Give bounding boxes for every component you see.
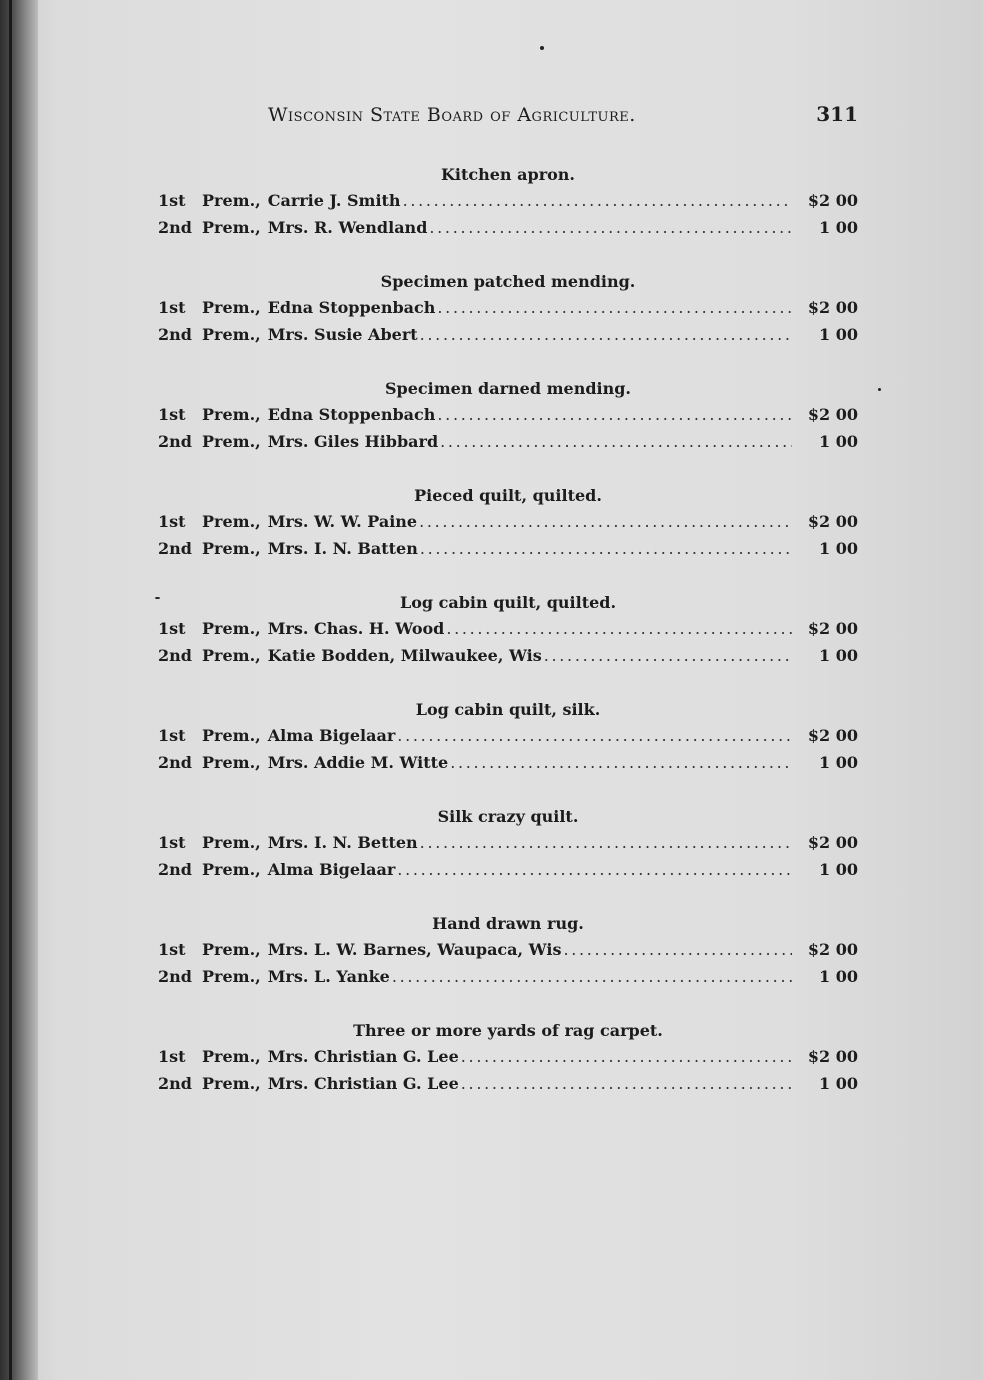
section-title: Specimen patched mending. <box>380 272 636 291</box>
dot-leader <box>446 619 792 638</box>
dot-leader <box>450 753 792 772</box>
place-label: 1st <box>158 405 186 424</box>
winner-name: Mrs. Addie M. Witte <box>267 753 449 772</box>
section-title: Silk crazy quilt. <box>437 807 579 826</box>
premium-list <box>158 163 868 1126</box>
place-label: 1st <box>158 833 186 852</box>
premium-entry <box>158 1047 858 1071</box>
winner-name: Mrs. I. N. Batten <box>267 539 418 558</box>
prize-amount: $2 00 <box>807 1047 858 1066</box>
dust-speck <box>878 388 881 391</box>
premium-entry <box>158 967 858 991</box>
winner-name: Alma Bigelaar <box>267 726 396 745</box>
prem-label: Prem., <box>202 646 261 665</box>
premium-entry <box>158 860 858 884</box>
prem-label: Prem., <box>202 325 261 344</box>
prize-amount: 1 00 <box>819 218 858 237</box>
prem-label: Prem., <box>202 539 261 558</box>
dot-leader <box>392 967 792 986</box>
section-title: Hand drawn rug. <box>432 914 584 933</box>
winner-name: Mrs. Christian G. Lee <box>267 1074 459 1093</box>
dot-leader <box>461 1074 792 1093</box>
premium-entry <box>158 753 858 777</box>
premium-entry <box>158 619 858 643</box>
premium-entry <box>158 218 858 242</box>
place-label: 1st <box>158 619 186 638</box>
dust-speck <box>540 46 544 50</box>
prem-label: Prem., <box>202 726 261 745</box>
section-title: Pieced quilt, quilted. <box>414 486 602 505</box>
binding-edge <box>9 0 12 1380</box>
prem-label: Prem., <box>202 405 261 424</box>
premium-entry <box>158 1074 858 1098</box>
dot-leader <box>419 512 792 531</box>
premium-entry <box>158 405 858 429</box>
prize-amount: 1 00 <box>819 432 858 451</box>
premium-section <box>158 163 868 270</box>
winner-name: Mrs. I. N. Betten <box>267 833 418 852</box>
premium-section <box>158 805 868 912</box>
premium-entry <box>158 325 858 349</box>
premium-entry <box>158 432 858 456</box>
dot-leader <box>403 191 792 210</box>
prem-label: Prem., <box>202 512 261 531</box>
prize-amount: $2 00 <box>807 940 858 959</box>
place-label: 2nd <box>158 646 192 665</box>
premium-section <box>158 1019 868 1126</box>
dot-leader <box>437 405 792 424</box>
dot-leader <box>420 833 792 852</box>
prem-label: Prem., <box>202 967 261 986</box>
prem-label: Prem., <box>202 191 261 210</box>
prem-label: Prem., <box>202 1047 261 1066</box>
section-title: Three or more yards of rag carpet. <box>353 1021 663 1040</box>
place-label: 1st <box>158 191 186 210</box>
prem-label: Prem., <box>202 218 261 237</box>
place-label: 2nd <box>158 967 192 986</box>
dot-leader <box>420 539 792 558</box>
place-label: 2nd <box>158 539 192 558</box>
prize-amount: 1 00 <box>819 967 858 986</box>
premium-entry <box>158 298 858 322</box>
winner-name: Mrs. Christian G. Lee <box>267 1047 459 1066</box>
place-label: 2nd <box>158 432 192 451</box>
dot-leader <box>437 298 792 317</box>
prize-amount: 1 00 <box>819 860 858 879</box>
prem-label: Prem., <box>202 833 261 852</box>
winner-name: Alma Bigelaar <box>267 860 396 879</box>
winner-name: Mrs. L. W. Barnes, Waupaca, Wis <box>267 940 562 959</box>
prize-amount: 1 00 <box>819 539 858 558</box>
prem-label: Prem., <box>202 298 261 317</box>
section-title: Specimen darned mending. <box>384 379 631 398</box>
winner-name: Katie Bodden, Milwaukee, Wis <box>267 646 542 665</box>
page-number: 311 <box>816 102 858 126</box>
winner-name: Edna Stoppenbach <box>267 405 436 424</box>
prem-label: Prem., <box>202 860 261 879</box>
prize-amount: $2 00 <box>807 833 858 852</box>
dot-leader <box>420 325 792 344</box>
prize-amount: 1 00 <box>819 1074 858 1093</box>
premium-section <box>158 484 868 591</box>
prize-amount: $2 00 <box>807 619 858 638</box>
book-spine-shadow <box>0 0 38 1380</box>
place-label: 2nd <box>158 1074 192 1093</box>
premium-entry <box>158 833 858 857</box>
section-title: Kitchen apron. <box>441 165 575 184</box>
dot-leader <box>461 1047 792 1066</box>
prem-label: Prem., <box>202 753 261 772</box>
premium-entry <box>158 940 858 964</box>
place-label: 1st <box>158 512 186 531</box>
winner-name: Mrs. R. Wendland <box>267 218 428 237</box>
winner-name: Edna Stoppenbach <box>267 298 436 317</box>
winner-name: Mrs. Susie Abert <box>267 325 418 344</box>
prize-amount: $2 00 <box>807 726 858 745</box>
premium-section <box>158 377 868 484</box>
prize-amount: $2 00 <box>807 405 858 424</box>
winner-name: Mrs. Chas. H. Wood <box>267 619 445 638</box>
prize-amount: $2 00 <box>807 298 858 317</box>
dot-leader <box>397 860 792 879</box>
premium-section <box>158 698 868 805</box>
dot-leader <box>429 218 792 237</box>
prem-label: Prem., <box>202 940 261 959</box>
prem-label: Prem., <box>202 619 261 638</box>
prize-amount: 1 00 <box>819 646 858 665</box>
premium-entry <box>158 726 858 750</box>
place-label: 1st <box>158 298 186 317</box>
prize-amount: 1 00 <box>819 753 858 772</box>
prem-label: Prem., <box>202 432 261 451</box>
place-label: 2nd <box>158 753 192 772</box>
premium-section <box>158 591 868 698</box>
premium-section <box>158 270 868 377</box>
dot-leader <box>397 726 792 745</box>
prize-amount: $2 00 <box>807 512 858 531</box>
winner-name: Mrs. Giles Hibbard <box>267 432 439 451</box>
dot-leader <box>544 646 792 665</box>
winner-name: Mrs. L. Yanke <box>267 967 390 986</box>
premium-section <box>158 912 868 1019</box>
place-label: 1st <box>158 1047 186 1066</box>
section-title: Log cabin quilt, silk. <box>415 700 601 719</box>
premium-entry <box>158 191 858 215</box>
dot-leader <box>440 432 792 451</box>
place-label: 2nd <box>158 860 192 879</box>
place-label: 1st <box>158 940 186 959</box>
dot-leader <box>563 940 792 959</box>
winner-name: Carrie J. Smith <box>267 191 401 210</box>
prize-amount: 1 00 <box>819 325 858 344</box>
prem-label: Prem., <box>202 1074 261 1093</box>
place-label: 1st <box>158 726 186 745</box>
premium-entry <box>158 512 858 536</box>
section-title: Log cabin quilt, quilted. <box>399 593 617 612</box>
premium-entry <box>158 539 858 563</box>
place-label: 2nd <box>158 325 192 344</box>
place-label: 2nd <box>158 218 192 237</box>
running-title: Wisconsin State Board of Agriculture. <box>268 104 636 126</box>
prize-amount: $2 00 <box>807 191 858 210</box>
page-header <box>268 100 858 136</box>
premium-entry <box>158 646 858 670</box>
winner-name: Mrs. W. W. Paine <box>267 512 418 531</box>
